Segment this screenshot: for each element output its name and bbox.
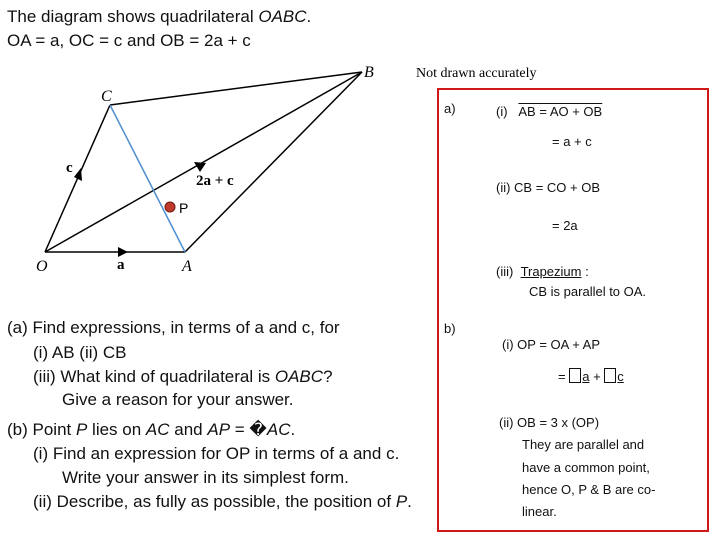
answer-a-label: a) — [444, 101, 456, 116]
answer-b-ii-line3: have a common point, — [522, 460, 650, 475]
question-a-reason: Give a reason for your answer. — [62, 390, 294, 409]
answer-b-i-result: = a + c — [558, 369, 624, 384]
fraction-placeholder-icon: � — [249, 420, 267, 439]
question-a-i-ii: (i) AB (ii) CB — [33, 343, 127, 362]
arrow-a-icon — [118, 247, 128, 257]
edge-ab — [185, 72, 362, 252]
fraction-box-icon — [569, 368, 581, 383]
answer-a-i-result: = a + c — [552, 134, 592, 149]
title-line-2: OA = a, OC = c and OB = 2a + c — [7, 31, 251, 50]
label-vector-c: c — [66, 160, 73, 176]
edge-cb — [110, 72, 362, 105]
label-b: B — [364, 64, 374, 81]
question-b-ii: (ii) Describe, as fully as possible, the position of P. — [33, 492, 412, 511]
answer-b-ii-line2: They are parallel and — [522, 437, 645, 452]
label-a: A — [182, 258, 192, 275]
label-o: O — [36, 258, 48, 275]
answer-a-iii-reason: CB is parallel to OA. — [529, 284, 647, 299]
answer-a-ii: (ii) CB = CO + OB — [496, 180, 601, 195]
answer-b-i: (i) OP = OA + AP — [502, 337, 601, 352]
edge-ob — [45, 72, 362, 252]
not-drawn-note: Not drawn accurately — [416, 66, 537, 81]
answer-b-label: b) — [444, 321, 456, 336]
question-b-intro: (b) Point P lies on AC and AP = �AC. — [7, 420, 296, 439]
label-c: C — [101, 88, 112, 105]
question-b-i-line1: (i) Find an expression for OP in terms of a and c. — [33, 444, 400, 463]
shape-name: OABC — [258, 7, 307, 26]
point-p — [165, 202, 175, 212]
question-a-intro: (a) Find expressions, in terms of a and c, for — [7, 318, 340, 337]
fraction-box-icon — [604, 368, 616, 383]
answer-a-iii: (iii) Trapezium : — [496, 264, 589, 279]
label-vector-2a-plus-c: 2a + c — [196, 173, 234, 189]
answer-b-ii-line4: hence O, P & B are co- — [522, 482, 656, 497]
quadrilateral-diagram — [0, 60, 537, 340]
title-line-1: The diagram shows quadrilateral OABC. — [7, 7, 312, 26]
answer-a-ii-result: = 2a — [552, 218, 578, 233]
question-a-iii: (iii) What kind of quadrilateral is OABC? — [33, 367, 333, 386]
answer-b-ii-line5: linear. — [522, 504, 557, 519]
answer-b-ii-line1: (ii) OB = 3 x (OP) — [499, 415, 600, 430]
question-b-i-line2: Write your answer in its simplest form. — [62, 468, 349, 487]
label-p: P — [179, 200, 189, 216]
answer-a-i: (i) AB = AO + OB — [496, 104, 603, 119]
label-vector-a: a — [117, 257, 125, 273]
